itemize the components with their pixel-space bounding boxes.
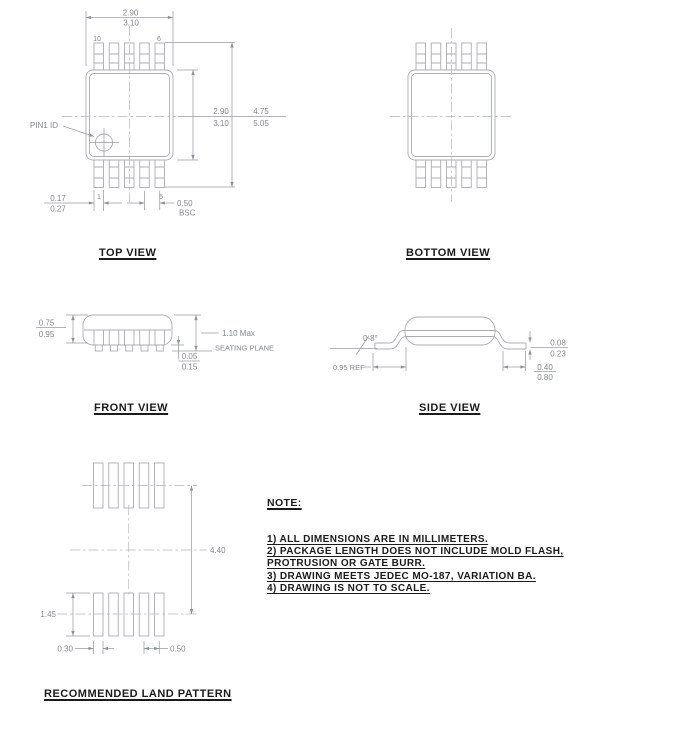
pin-1-label: 1 [97, 194, 101, 201]
overall-height-min: 4.75 [253, 107, 269, 116]
foot-length-max: 0.80 [537, 373, 553, 382]
pad-width-label: 0.30 [57, 644, 73, 654]
note-line: PROTRUSION OR GATE BURR. [267, 558, 426, 570]
lead-angle-label: 0-8° [363, 334, 378, 343]
standoff-min: 0.05 [181, 352, 198, 361]
body-thickness-max: 0.95 [38, 330, 55, 339]
body-height-min: 2.90 [213, 107, 229, 116]
pin1-id-label: PIN1 ID [30, 121, 59, 130]
pin-6-label: 6 [157, 36, 161, 43]
land-pattern-drawing [40, 463, 226, 654]
lead-width-max: 0.27 [50, 204, 66, 214]
notes-section [267, 497, 597, 595]
package-body [405, 317, 495, 345]
notes-heading: NOTE: [267, 497, 302, 509]
pad-pitch-label: 0.50 [170, 644, 186, 654]
body-height-max: 3.10 [213, 119, 229, 128]
row-span-label: 4.40 [210, 546, 226, 555]
pin-5-label: 5 [159, 194, 163, 201]
standoff-max: 0.15 [181, 362, 198, 372]
top-view-title: TOP VIEW [99, 247, 157, 259]
lead-width-min: 0.17 [50, 194, 66, 203]
note-line: 1) ALL DIMENSIONS ARE IN MILLIMETERS. [267, 534, 489, 545]
top-width-min: 2.90 [122, 8, 139, 18]
side-view-title: SIDE VIEW [419, 402, 481, 414]
front-view-drawing [36, 315, 274, 372]
pitch-value: 0.50 [177, 199, 193, 208]
top-view-drawing [30, 9, 286, 218]
seating-plane-label: SEATING PLANE [215, 343, 275, 353]
overall-height-label: 1.10 Max [222, 329, 255, 338]
note-line: 3) DRAWING MEETS JEDEC MO-187, VARIATION BA. [267, 570, 536, 582]
note-line: 2) PACKAGE LENGTH DOES NOT INCLUDE MOLD FLASH, [267, 546, 564, 558]
side-view-drawing [330, 317, 568, 382]
lead-thickness-max: 0.23 [550, 349, 566, 359]
pad-length-label: 1.45 [40, 610, 56, 619]
overall-height-max: 5.05 [253, 119, 269, 128]
land-pattern-title: RECOMMENDED LAND PATTERN [44, 688, 232, 700]
front-view-title: FRONT VIEW [94, 402, 169, 414]
body-thickness-min: 0.75 [38, 318, 55, 328]
pitch-qualifier: BSC [179, 208, 196, 218]
note-line: 4) DRAWING IS NOT TO SCALE. [267, 582, 430, 594]
top-width-max: 3.10 [123, 18, 139, 28]
pin-10-label: 10 [93, 36, 101, 43]
bottom-view-title: BOTTOM VIEW [406, 247, 491, 259]
foot-length-min: 0.40 [537, 363, 553, 372]
lead-length-ref-label: 0.95 REF [333, 363, 365, 372]
lead-thickness-min: 0.08 [550, 338, 566, 348]
bottom-view-drawing [390, 28, 511, 202]
